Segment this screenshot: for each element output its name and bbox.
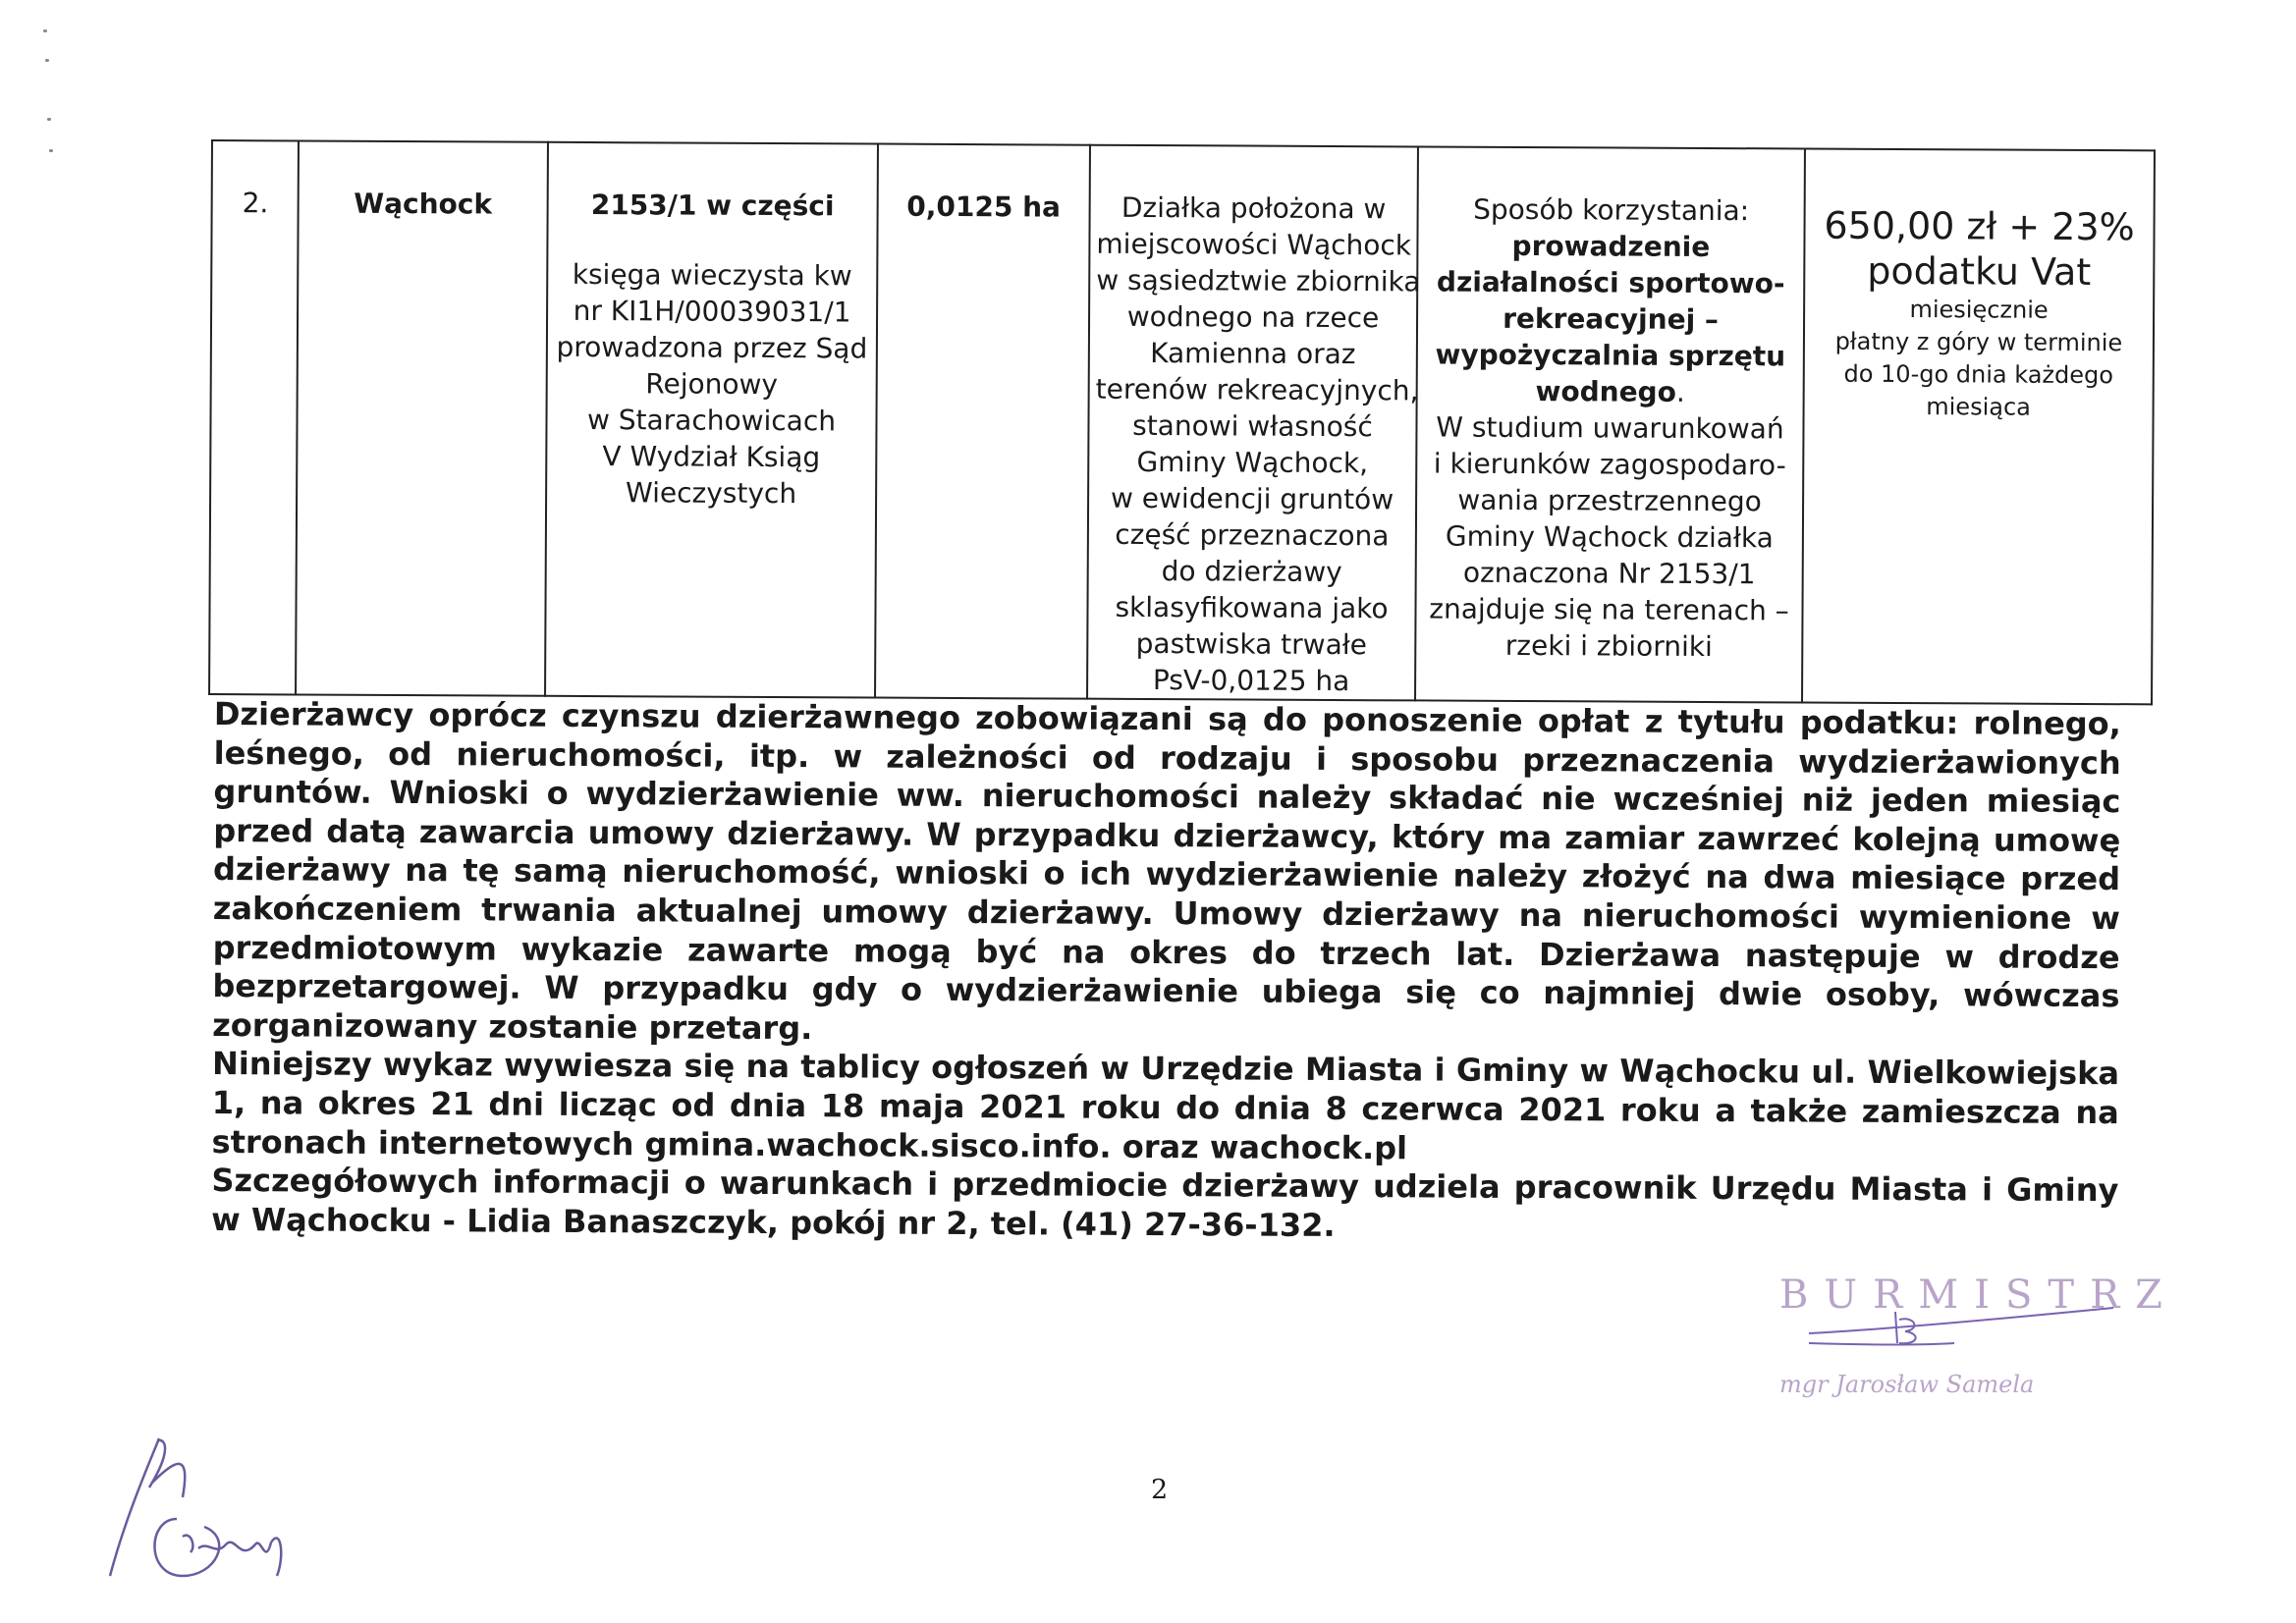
description-line: część przeznaczona [1115,517,1390,553]
lp-value: 2. [242,187,269,220]
usage-bold-last-tail: . [1675,375,1685,408]
rent-sub-line: miesiąca [1926,393,2031,421]
study-line: rzeki i zbiorniki [1504,628,1713,664]
rent-main-line: 650,00 zł + 23% [1824,203,2135,249]
table-row [209,140,2155,704]
description-line: do dzierżawy [1161,555,1342,589]
parcel-line: V Wydział Ksiąg [602,440,821,474]
cell-parcel [545,142,878,698]
usage-bold-line: prowadzenie [1511,229,1711,263]
contact-paragraph: Szczegółowych informacji o warunkach i przedmiocie dzierżawy udziela pracownik Urzędu Miasta i Gminy w Wąchocku - Lidia Banaszczyk, pokój nr 2, tel. (41) 27-36-132. [211,1162,2119,1244]
description-line: Gminy Wąchock, [1136,445,1369,480]
scan-artifacts [39,20,59,167]
usage-bold-line: działalności sportowo- [1436,265,1785,300]
description-line: Kamienna oraz [1150,337,1356,371]
description-line: miejscowości Wąchock [1096,227,1412,262]
study-line: i kierunków zagospodaro- [1433,447,1786,482]
rent-main-line: podatku Vat [1867,248,2092,295]
description-line: wodnego na rzece [1126,299,1380,335]
cell-location [296,140,548,695]
cell-area [875,144,1090,699]
usage-intro: Sposób korzystania: [1473,192,1750,228]
cell-description [1087,145,1421,701]
mayor-stamp [1768,1272,2178,1420]
cell-usage [1415,146,1805,702]
study-line: znajduje się na terenach – [1429,592,1789,627]
description-line: Działka położona w [1121,190,1387,226]
rent-sub-line: płatny z góry w terminie [1834,327,2123,357]
description-line: w sąsiedztwie zbiornika [1096,263,1421,298]
cell-rent [1802,148,2155,704]
posting-paragraph: Niniejszy wykaz wywiesza się na tablicy ogłoszeń w Urzędzie Miasta i Gminy w Wąchocku ul. Wielkowiejska 1, na okres 21 dni licząc od dnia 18 maja 2021 roku do dnia 8 czerwca 2021 roku a także zamieszcza na stronach internetowych gmina.wachock.sisco.info. oraz wachock.pl [211,1045,2120,1166]
description-line: stanowi własność [1132,408,1373,444]
parcel-number: 2153/1 w części [590,189,835,223]
area-value: 0,0125 ha [906,189,1062,224]
study-line: wania przestrzennego [1457,483,1762,518]
study-line: oznaczona Nr 2153/1 [1462,556,1756,591]
study-line: W studium uwarunkowań [1436,410,1784,446]
usage-bold-line: rekreacyjnej – [1503,301,1720,337]
study-line: Gminy Wąchock działka [1445,519,1774,555]
description-line: pastwiska trwałe [1135,626,1368,662]
parcel-line: prowadzona przez Sąd [556,330,868,365]
lease-terms-paragraph: Dzierżawcy oprócz czynszu dzierżawnego zobowiązani są do ponoszenie opłat z tytułu podatku: rolnego, leśnego, od nieruchomości, itp. w zależności od rodzaju i sposobu przeznaczenia wydzierżawionych gruntów. Wnioski o wydzierżawienie ww. nieruchomości należy składać nie wcześniej niż jeden miesiąc przed datą zawarcia umowy dzierżawy. W przypadku dzierżawcy, który ma zamiar zawrzeć kolejną umowę dzierżawy na tę samą nieruchomość, wnioski o ich wydzierżawienie należy złożyć na dwa miesiące przed zakończeniem trwania aktualnej umowy dzierżawy. Umowy dzierżawy na nieruchomości wymienione w przedmiotowym wykazie zawarte mogą być na okres do trzech lat. Dzierżawa następuje w drodze bezprzetargowej. W przypadku gdy o wydzierżawienie ubiega się co najmniej dwie osoby, wówczas zorganizowany zostanie przetarg. [212,695,2121,1047]
cell-lp [209,140,299,694]
parcel-line: nr KI1H/00039031/1 [573,294,851,329]
notice-body [211,695,2121,1249]
parcel-line: Wieczystych [626,476,797,511]
description-line: PsV-0,0125 ha [1152,664,1350,698]
stamp-title: BURMISTRZ [1779,1272,2178,1318]
lease-table [208,139,2156,705]
handwritten-initials-icon [88,1429,344,1605]
page-number: 2 [1151,1475,1169,1505]
parcel-line: księga wieczysta kw [572,257,852,293]
parcel-line: w Starachowicach [586,404,837,438]
usage-bold-line: wypożyczalnia sprzętu [1435,338,1786,373]
description-line: sklasyfikowana jako [1115,590,1389,625]
rent-sub-line: miesięcznie [1909,296,2049,324]
parcel-line: Rejonowy [645,367,779,402]
stamp-name: mgr Jarosław Samela [1779,1371,2035,1398]
description-line: w ewidencji gruntów [1110,481,1394,516]
description-line: terenów rekreacyjnych, [1095,372,1419,407]
rent-sub-line: do 10-go dnia każdego [1843,359,2114,390]
usage-bold-last: wodnego [1535,375,1676,408]
location-value: Wąchock [354,187,493,221]
